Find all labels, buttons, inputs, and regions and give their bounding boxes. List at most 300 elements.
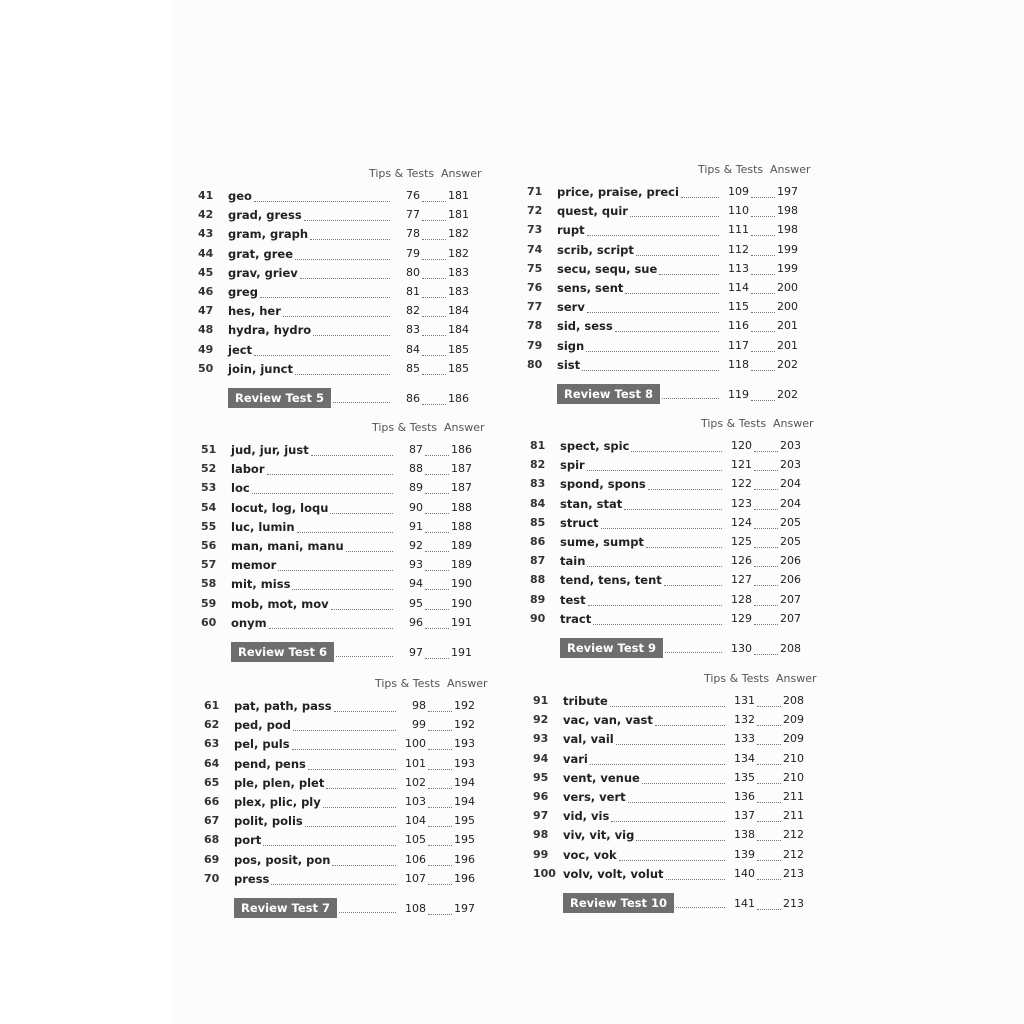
unit-title: ped, pod bbox=[234, 718, 292, 733]
unit-number: 42 bbox=[198, 208, 214, 222]
unit-title: vers, vert bbox=[563, 790, 626, 804]
answer-page-number: 199 bbox=[777, 261, 798, 275]
answer-page-number: 185 bbox=[448, 361, 469, 375]
unit-title: val, vail bbox=[563, 732, 614, 747]
tips-page-number: 95 bbox=[409, 596, 423, 610]
unit-title: greg bbox=[228, 285, 258, 299]
answer-page-number: 213 bbox=[783, 866, 804, 880]
tips-page-number: 97 bbox=[409, 646, 423, 659]
review-test-row[interactable] bbox=[533, 893, 823, 915]
dot-leader bbox=[295, 259, 390, 260]
answer-page-number: 201 bbox=[777, 338, 798, 352]
unit-title: luc, lumin bbox=[231, 519, 295, 534]
unit-number: 46 bbox=[198, 285, 214, 298]
toc-row[interactable] bbox=[527, 241, 817, 260]
dot-leader bbox=[611, 821, 725, 822]
answer-page-number: 185 bbox=[448, 342, 469, 356]
tips-page-number: 133 bbox=[734, 732, 755, 746]
toc-row[interactable] bbox=[530, 437, 820, 456]
dot-leader bbox=[662, 398, 719, 399]
dot-leader bbox=[332, 865, 396, 866]
answer-page-number: 212 bbox=[783, 847, 804, 861]
toc-row[interactable] bbox=[527, 337, 817, 356]
toc-row[interactable] bbox=[527, 183, 817, 202]
unit-title: pel, puls bbox=[234, 737, 290, 752]
unit-number: 84 bbox=[530, 496, 546, 510]
tips-page-number: 98 bbox=[412, 699, 426, 712]
dot-leader bbox=[304, 220, 390, 221]
tips-page-number: 117 bbox=[728, 338, 749, 352]
review-test-button[interactable]: Review Test 9 bbox=[560, 638, 663, 658]
toc-row[interactable] bbox=[201, 479, 491, 498]
dot-leader bbox=[616, 744, 725, 745]
toc-row[interactable] bbox=[527, 356, 817, 375]
unit-title: ple, plen, plet bbox=[234, 775, 325, 790]
toc-row[interactable] bbox=[527, 279, 817, 298]
dot-leader bbox=[428, 914, 452, 915]
answer-page-number: 192 bbox=[454, 718, 475, 732]
tips-page-number: 103 bbox=[405, 795, 426, 808]
toc-row[interactable] bbox=[201, 441, 491, 460]
dot-leader bbox=[326, 788, 396, 789]
dot-leader bbox=[757, 706, 781, 707]
toc-row[interactable] bbox=[533, 750, 823, 769]
unit-title: vent, venue bbox=[563, 770, 640, 785]
review-test-button[interactable]: Review Test 8 bbox=[557, 384, 660, 404]
toc-row[interactable] bbox=[198, 206, 488, 225]
dot-leader bbox=[587, 235, 719, 236]
unit-number: 61 bbox=[204, 699, 220, 712]
toc-row[interactable] bbox=[533, 788, 823, 807]
toc-row[interactable] bbox=[527, 260, 817, 279]
dot-leader bbox=[615, 331, 719, 332]
dot-leader bbox=[263, 845, 396, 846]
toc-row[interactable] bbox=[204, 697, 494, 716]
unit-number: 82 bbox=[530, 458, 546, 472]
dot-leader bbox=[428, 711, 452, 712]
review-test-row[interactable] bbox=[530, 638, 820, 660]
toc-section bbox=[204, 677, 504, 937]
unit-title: pat, path, pass bbox=[234, 699, 332, 713]
unit-number: 85 bbox=[530, 515, 546, 529]
dot-leader bbox=[665, 652, 722, 653]
tips-page-number: 94 bbox=[409, 577, 423, 591]
column-header-answer: Answer bbox=[776, 672, 817, 685]
toc-section bbox=[198, 167, 498, 427]
answer-page-number: 194 bbox=[454, 795, 475, 808]
unit-title: tract bbox=[560, 611, 592, 626]
unit-title: grad, gress bbox=[228, 208, 302, 223]
review-test-button[interactable]: Review Test 7 bbox=[234, 898, 337, 918]
dot-leader bbox=[757, 909, 781, 910]
answer-page-number: 183 bbox=[448, 265, 469, 279]
unit-number: 53 bbox=[201, 481, 217, 495]
tips-page-number: 126 bbox=[731, 554, 752, 568]
toc-row[interactable] bbox=[530, 591, 820, 610]
toc-row[interactable] bbox=[204, 774, 494, 793]
dot-leader bbox=[588, 605, 722, 606]
tips-page-number: 123 bbox=[731, 496, 752, 510]
unit-number: 80 bbox=[527, 357, 543, 371]
toc-row[interactable] bbox=[533, 865, 823, 884]
dot-leader bbox=[422, 335, 446, 336]
tips-page-number: 104 bbox=[405, 814, 426, 828]
unit-number: 48 bbox=[198, 323, 214, 337]
toc-row[interactable] bbox=[204, 755, 494, 774]
dot-leader bbox=[751, 312, 775, 313]
toc-row[interactable] bbox=[527, 298, 817, 317]
tips-page-number: 141 bbox=[734, 897, 755, 910]
tips-page-number: 83 bbox=[406, 323, 420, 337]
toc-row[interactable] bbox=[530, 475, 820, 494]
dot-leader bbox=[428, 845, 452, 846]
toc-row[interactable] bbox=[527, 317, 817, 336]
answer-page-number: 187 bbox=[451, 462, 472, 476]
toc-row[interactable] bbox=[198, 225, 488, 244]
unit-title: tain bbox=[560, 554, 586, 569]
unit-number: 99 bbox=[533, 847, 549, 861]
toc-row[interactable] bbox=[198, 302, 488, 321]
unit-number: 83 bbox=[530, 477, 546, 491]
review-test-row[interactable] bbox=[201, 642, 491, 664]
unit-title: mit, miss bbox=[231, 577, 291, 592]
answer-page-number: 204 bbox=[780, 477, 801, 491]
answer-page-number: 210 bbox=[783, 751, 804, 765]
column-header-answer: Answer bbox=[773, 417, 814, 430]
tips-page-number: 81 bbox=[406, 285, 420, 298]
dot-leader bbox=[422, 278, 446, 279]
unit-title: price, praise, preci bbox=[557, 185, 679, 199]
unit-number: 50 bbox=[198, 361, 214, 375]
dot-leader bbox=[267, 474, 393, 475]
answer-page-number: 213 bbox=[783, 897, 804, 910]
tips-page-number: 105 bbox=[405, 833, 426, 847]
column-header-tips: Tips & Tests bbox=[704, 672, 770, 685]
answer-page-number: 198 bbox=[777, 204, 798, 218]
tips-page-number: 99 bbox=[412, 718, 426, 732]
dot-leader bbox=[664, 585, 722, 586]
unit-number: 69 bbox=[204, 852, 220, 866]
dot-leader bbox=[310, 239, 390, 240]
answer-page-number: 196 bbox=[454, 852, 475, 866]
dot-leader bbox=[425, 455, 449, 456]
toc-row[interactable] bbox=[201, 499, 491, 518]
toc-row[interactable] bbox=[198, 187, 488, 206]
unit-title: plex, plic, ply bbox=[234, 795, 321, 809]
unit-number: 51 bbox=[201, 443, 217, 456]
dot-leader bbox=[428, 769, 452, 770]
unit-number: 100 bbox=[533, 866, 556, 880]
toc-row[interactable] bbox=[204, 716, 494, 735]
dot-leader bbox=[305, 826, 396, 827]
unit-title: vac, van, vast bbox=[563, 713, 653, 728]
toc-row[interactable] bbox=[198, 283, 488, 302]
toc-row[interactable] bbox=[204, 870, 494, 889]
toc-row[interactable] bbox=[530, 610, 820, 629]
answer-page-number: 189 bbox=[451, 558, 472, 572]
toc-row[interactable] bbox=[204, 735, 494, 754]
unit-number: 56 bbox=[201, 539, 217, 552]
tips-page-number: 109 bbox=[728, 185, 749, 198]
unit-number: 90 bbox=[530, 611, 546, 625]
unit-number: 43 bbox=[198, 227, 214, 241]
unit-number: 41 bbox=[198, 189, 214, 202]
answer-page-number: 190 bbox=[451, 596, 472, 610]
unit-number: 89 bbox=[530, 592, 546, 606]
dot-leader bbox=[582, 370, 719, 371]
dot-leader bbox=[754, 624, 778, 625]
tips-page-number: 124 bbox=[731, 515, 752, 529]
review-test-button[interactable]: Review Test 6 bbox=[231, 642, 334, 662]
toc-row[interactable] bbox=[527, 221, 817, 240]
dot-leader bbox=[655, 725, 725, 726]
review-test-button[interactable]: Review Test 5 bbox=[228, 388, 331, 408]
dot-leader bbox=[425, 474, 449, 475]
dot-leader bbox=[593, 624, 722, 625]
answer-page-number: 189 bbox=[451, 539, 472, 552]
dot-leader bbox=[754, 451, 778, 452]
unit-number: 81 bbox=[530, 439, 546, 452]
tips-page-number: 78 bbox=[406, 227, 420, 241]
tips-page-number: 131 bbox=[734, 694, 755, 707]
dot-leader bbox=[428, 807, 452, 808]
dot-leader bbox=[283, 316, 390, 317]
dot-leader bbox=[428, 884, 452, 885]
toc-row[interactable] bbox=[527, 202, 817, 221]
dot-leader bbox=[252, 493, 393, 494]
toc-row[interactable] bbox=[530, 456, 820, 475]
review-test-row[interactable] bbox=[527, 384, 817, 406]
toc-row[interactable] bbox=[201, 595, 491, 614]
unit-number: 70 bbox=[204, 871, 220, 885]
tips-page-number: 120 bbox=[731, 439, 752, 452]
answer-page-number: 200 bbox=[777, 281, 798, 294]
unit-title: secu, sequ, sue bbox=[557, 261, 658, 276]
review-test-row[interactable] bbox=[204, 898, 494, 920]
dot-leader bbox=[757, 860, 781, 861]
dot-leader bbox=[751, 235, 775, 236]
unit-title: stan, stat bbox=[560, 496, 623, 511]
dot-leader bbox=[428, 730, 452, 731]
dot-leader bbox=[754, 585, 778, 586]
left-margin bbox=[0, 0, 172, 1024]
answer-page-number: 211 bbox=[783, 790, 804, 803]
tips-page-number: 80 bbox=[406, 265, 420, 279]
toc-row[interactable] bbox=[198, 264, 488, 283]
answer-page-number: 202 bbox=[777, 357, 798, 371]
unit-number: 49 bbox=[198, 342, 214, 356]
unit-number: 71 bbox=[527, 185, 543, 198]
tips-page-number: 107 bbox=[405, 871, 426, 885]
tips-page-number: 96 bbox=[409, 615, 423, 629]
toc-row[interactable] bbox=[533, 692, 823, 711]
answer-page-number: 205 bbox=[780, 515, 801, 529]
unit-title: hes, her bbox=[228, 304, 281, 319]
dot-leader bbox=[587, 566, 722, 567]
toc-row[interactable] bbox=[533, 826, 823, 845]
toc-row[interactable] bbox=[530, 571, 820, 590]
answer-page-number: 191 bbox=[451, 646, 472, 659]
answer-page-number: 181 bbox=[448, 189, 469, 202]
unit-title: vid, vis bbox=[563, 809, 610, 824]
dot-leader bbox=[586, 351, 719, 352]
tips-page-number: 90 bbox=[409, 500, 423, 514]
dot-leader bbox=[308, 769, 396, 770]
dot-leader bbox=[754, 605, 778, 606]
dot-leader bbox=[269, 628, 393, 629]
dot-leader bbox=[300, 278, 390, 279]
unit-number: 65 bbox=[204, 775, 220, 789]
dot-leader bbox=[757, 783, 781, 784]
unit-number: 73 bbox=[527, 223, 543, 237]
unit-title: press bbox=[234, 871, 270, 886]
unit-title: locut, log, loqu bbox=[231, 500, 329, 515]
review-test-row[interactable] bbox=[198, 388, 488, 410]
answer-page-number: 204 bbox=[780, 496, 801, 510]
tips-page-number: 87 bbox=[409, 443, 423, 456]
answer-page-number: 196 bbox=[454, 871, 475, 885]
dot-leader bbox=[751, 351, 775, 352]
unit-title: join, junct bbox=[228, 361, 293, 376]
toc-row[interactable] bbox=[204, 793, 494, 812]
dot-leader bbox=[754, 489, 778, 490]
unit-title: vari bbox=[563, 751, 588, 766]
dot-leader bbox=[751, 400, 775, 401]
dot-leader bbox=[422, 201, 446, 202]
toc-row[interactable] bbox=[201, 575, 491, 594]
tips-page-number: 111 bbox=[728, 223, 749, 237]
unit-title: grat, gree bbox=[228, 246, 294, 261]
tips-page-number: 89 bbox=[409, 481, 423, 495]
tips-page-number: 106 bbox=[405, 852, 426, 866]
dot-leader bbox=[292, 749, 396, 750]
toc-row[interactable] bbox=[201, 537, 491, 556]
answer-page-number: 186 bbox=[451, 443, 472, 456]
answer-page-number: 190 bbox=[451, 577, 472, 591]
dot-leader bbox=[754, 470, 778, 471]
dot-leader bbox=[751, 255, 775, 256]
toc-row[interactable] bbox=[198, 321, 488, 340]
dot-leader bbox=[428, 826, 452, 827]
toc-row[interactable] bbox=[201, 518, 491, 537]
toc-row[interactable] bbox=[533, 846, 823, 865]
dot-leader bbox=[422, 316, 446, 317]
unit-title: volv, volt, volut bbox=[563, 866, 664, 881]
dot-leader bbox=[628, 802, 725, 803]
unit-number: 87 bbox=[530, 554, 546, 568]
unit-title: quest, quir bbox=[557, 204, 628, 219]
column-header-tips: Tips & Tests bbox=[372, 421, 438, 434]
toc-section bbox=[527, 163, 827, 423]
dot-leader bbox=[333, 402, 390, 403]
dot-leader bbox=[295, 374, 390, 375]
tips-page-number: 108 bbox=[405, 902, 426, 915]
toc-row[interactable] bbox=[530, 495, 820, 514]
dot-leader bbox=[754, 509, 778, 510]
toc-row[interactable] bbox=[533, 769, 823, 788]
unit-title: man, mani, manu bbox=[231, 539, 344, 553]
unit-title: voc, vok bbox=[563, 847, 617, 862]
toc-row[interactable] bbox=[198, 341, 488, 360]
toc-row[interactable] bbox=[204, 831, 494, 850]
toc-row[interactable] bbox=[198, 245, 488, 264]
unit-number: 76 bbox=[527, 281, 543, 294]
toc-row[interactable] bbox=[201, 556, 491, 575]
dot-leader bbox=[646, 547, 722, 548]
answer-page-number: 181 bbox=[448, 208, 469, 222]
answer-page-number: 203 bbox=[780, 458, 801, 472]
review-test-button[interactable]: Review Test 10 bbox=[563, 893, 674, 913]
answer-page-number: 208 bbox=[783, 694, 804, 707]
column-header-answer: Answer bbox=[447, 677, 488, 690]
dot-leader bbox=[757, 802, 781, 803]
dot-leader bbox=[425, 589, 449, 590]
dot-leader bbox=[311, 455, 393, 456]
unit-title: sid, sess bbox=[557, 319, 613, 334]
column-header-answer: Answer bbox=[770, 163, 811, 176]
dot-leader bbox=[757, 879, 781, 880]
toc-row[interactable] bbox=[201, 614, 491, 633]
toc-row[interactable] bbox=[204, 812, 494, 831]
unit-title: ject bbox=[228, 342, 253, 357]
unit-title: sign bbox=[557, 338, 585, 353]
dot-leader bbox=[425, 493, 449, 494]
dot-leader bbox=[676, 907, 725, 908]
dot-leader bbox=[659, 274, 719, 275]
tips-page-number: 100 bbox=[405, 737, 426, 751]
dot-leader bbox=[428, 749, 452, 750]
dot-leader bbox=[336, 656, 393, 657]
tips-page-number: 88 bbox=[409, 462, 423, 476]
dot-leader bbox=[422, 297, 446, 298]
toc-row[interactable] bbox=[533, 711, 823, 730]
toc-row[interactable] bbox=[204, 851, 494, 870]
dot-leader bbox=[751, 274, 775, 275]
toc-row[interactable] bbox=[530, 552, 820, 571]
unit-number: 57 bbox=[201, 558, 217, 572]
tips-page-number: 132 bbox=[734, 713, 755, 727]
tips-page-number: 79 bbox=[406, 246, 420, 260]
toc-row[interactable] bbox=[530, 533, 820, 552]
unit-number: 78 bbox=[527, 319, 543, 333]
tips-page-number: 77 bbox=[406, 208, 420, 222]
unit-number: 74 bbox=[527, 242, 543, 256]
answer-page-number: 188 bbox=[451, 519, 472, 533]
dot-leader bbox=[425, 551, 449, 552]
dot-leader bbox=[601, 528, 722, 529]
toc-row[interactable] bbox=[201, 460, 491, 479]
toc-row[interactable] bbox=[533, 807, 823, 826]
unit-number: 79 bbox=[527, 338, 543, 352]
unit-number: 47 bbox=[198, 304, 214, 318]
dot-leader bbox=[636, 840, 725, 841]
answer-page-number: 201 bbox=[777, 319, 798, 333]
toc-row[interactable] bbox=[533, 730, 823, 749]
dot-leader bbox=[425, 513, 449, 514]
toc-row[interactable] bbox=[198, 360, 488, 379]
dot-leader bbox=[254, 355, 390, 356]
dot-leader bbox=[642, 783, 725, 784]
toc-row[interactable] bbox=[530, 514, 820, 533]
dot-leader bbox=[751, 197, 775, 198]
tips-page-number: 116 bbox=[728, 319, 749, 333]
unit-number: 59 bbox=[201, 596, 217, 610]
unit-number: 52 bbox=[201, 462, 217, 476]
unit-title: hydra, hydro bbox=[228, 323, 312, 338]
answer-page-number: 195 bbox=[454, 814, 475, 828]
answer-page-number: 210 bbox=[783, 770, 804, 784]
tips-page-number: 84 bbox=[406, 342, 420, 356]
